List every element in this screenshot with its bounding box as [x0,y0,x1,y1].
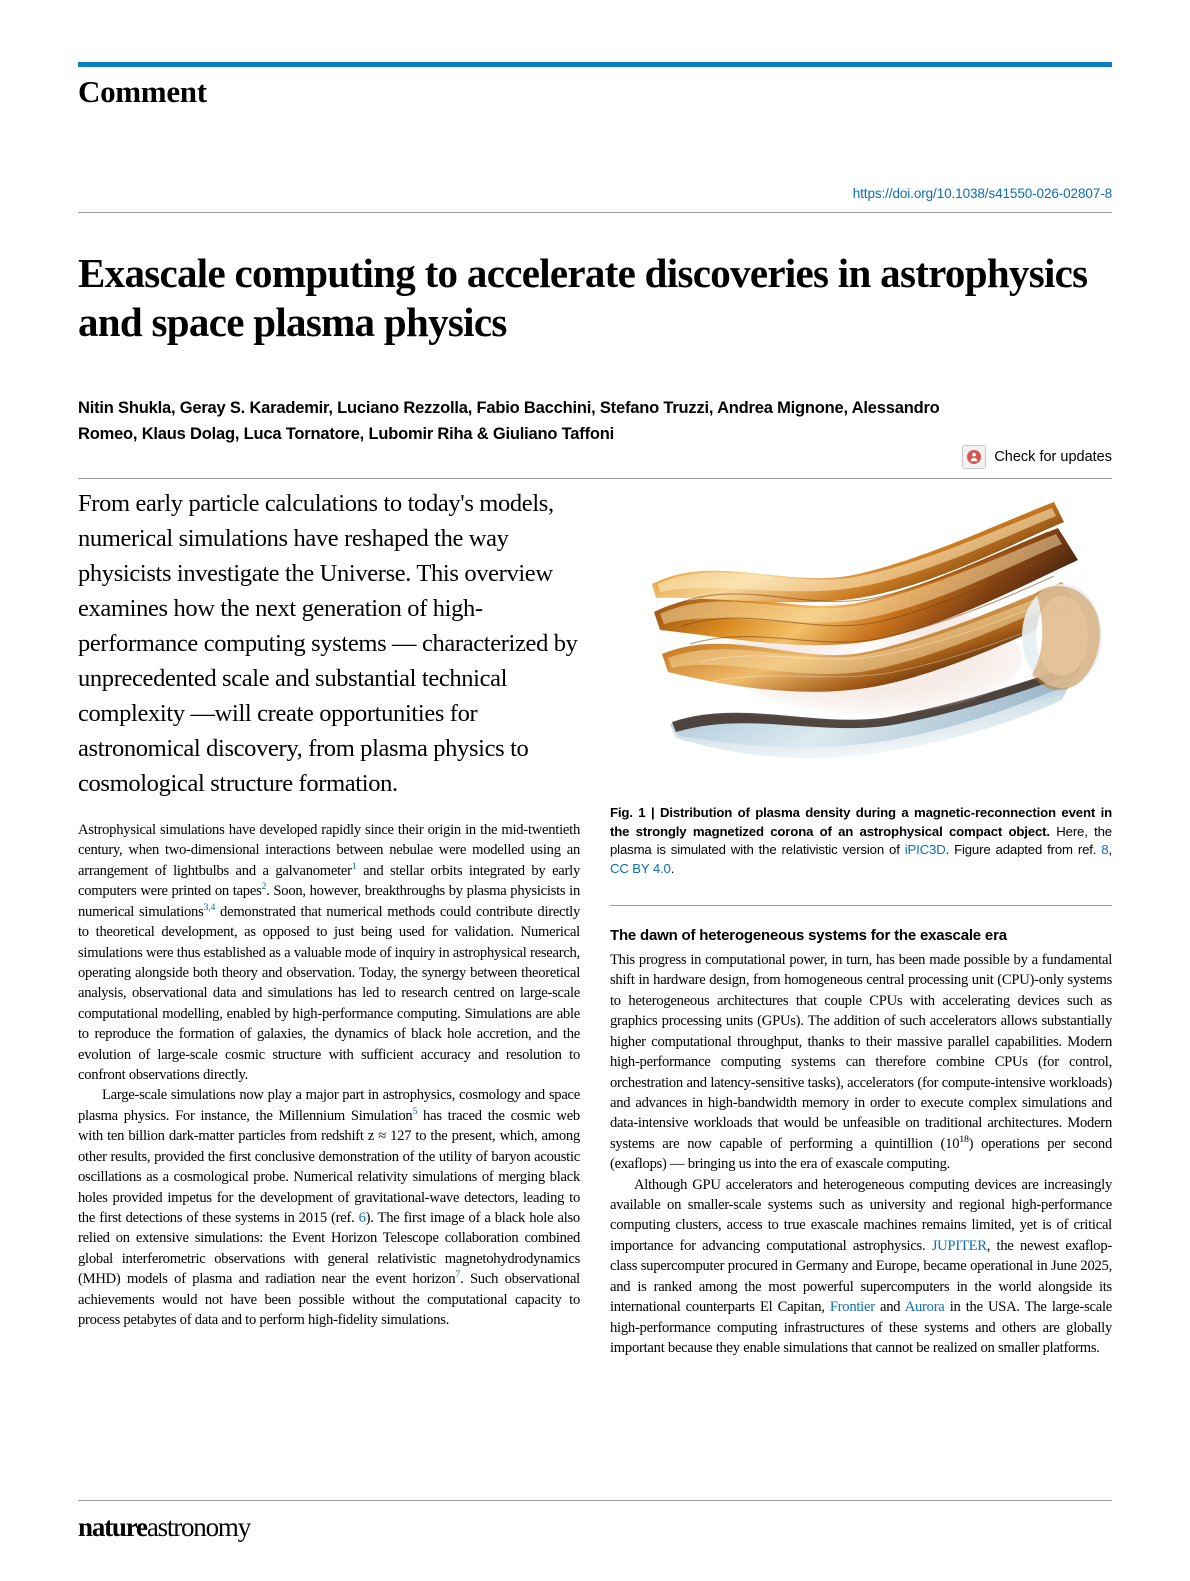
doi-link[interactable]: https://doi.org/10.1038/s41550-026-02807-8 [852,186,1112,201]
p1-text-b: and stellar orbits integrated by early computers were printed on tapes [78,862,580,900]
page-title: Exascale computing to accelerate discoveries in astrophysics and space plasma physics [78,250,1088,345]
jupiter-link[interactable]: JUPITER [931,1237,987,1254]
body-column-left [78,820,580,1331]
top-accent-rule [78,62,1112,67]
p2-text-a: Large-scale simulations now play a major part in astrophysics, cosmology and space plasma physics. For instance, the Millennium Simulation [78,1087,580,1124]
ipic3d-link[interactable]: iPIC3D [904,842,946,858]
figure-caption-comma: , [1108,842,1112,858]
p4-text-c: and [874,1299,905,1316]
p4-text-b: , the newest exaflop-class supercomputer procured in Germany and Europe, became operational in June 2025, and is ranked among the most powerful supercomputers in the world alongside its international counterparts El Capitan, [610,1237,1112,1316]
p1-text-a: Astrophysical simulations have developed rapidly since their origin in the mid-twentieth century, when two-dimensional interactions between nebulae were modelled using an arrangement of lightbulbs and a galvanometer [78,822,580,879]
check-for-updates[interactable] [962,445,1112,469]
frontier-link[interactable]: Frontier [829,1299,875,1316]
paragraph-2 [78,1085,580,1330]
brand-astronomy: astronomy [146,1512,250,1542]
paragraph-3 [610,950,1112,1175]
figure-1-caption [610,804,1112,879]
ref-6[interactable]: 6 [358,1210,366,1227]
figure-caption-end: . [670,861,675,877]
brand-nature: nature [78,1512,147,1542]
figure-1 [610,486,1112,879]
crossmark-icon [962,445,986,469]
divider-under-authors [78,478,1112,479]
ref-5[interactable]: 5 [412,1106,418,1118]
section-subheading: The dawn of heterogeneous systems for the exascale era [610,927,1007,944]
p3-text-cont: ) operations per second (exaflops) — bringing us into the era of exascale computing. [610,1135,1112,1173]
cc-by-link[interactable]: CC BY 4.0 [610,861,671,877]
paragraph-4 [610,1175,1112,1359]
journal-brand [78,1512,250,1543]
ref-2[interactable]: 2 [261,881,267,893]
p2-text-d: . Such observational achievements would not have been possible without the computational capacity to process petabytes of data and to perform high-fidelity simulations. [78,1271,580,1329]
p4-text-a: Although GPU accelerators and heterogeneous computing devices are increasingly available on smaller-scale systems such as university and regional high-performance computing clusters, access to true exascale machines remains limited, yet is of critical importance for advancing computational astrophysics. [610,1176,1112,1254]
p2-text-b: has traced the cosmic web with ten billion dark-matter particles from redshift z ≈ 127 to the present, which, among other results, provided the first conclusive demonstration of the utility of baryon acoustic oscillations as a cosmological probe. Numerical relativity simulations of merging black holes provided impetus for the development of gravitational-wave detectors, leading to the first detections of these systems in 2015 (ref. [78,1107,580,1227]
ref-3-4[interactable]: 3,4 [203,901,216,913]
author-list: Nitin Shukla, Geray S. Karademir, Luciano Rezzolla, Fabio Bacchini, Stefano Truzzi, Andrea Mignone, Alessandro Romeo, Klaus Dolag, Luca Tornatore, Lubomir Riha & Giuliano Taffoni [78,399,940,443]
paragraph-1 [78,820,580,1085]
divider-footer [78,1500,1112,1501]
figure-label: Fig. 1 | [610,805,660,820]
divider-under-figure [610,905,1112,906]
p1-text-c: . Soon, however, breakthroughs by plasma physicists in numerical simulations [78,883,581,920]
ref-1[interactable]: 1 [351,860,357,872]
check-for-updates-label: Check for updates [994,449,1112,465]
figure-caption-text-2: . Figure adapted from ref. [945,842,1102,858]
p2-text-c: ). The first image of a black hole also relied on extensive simulations: the Event Horizon Telescope collaboration combined global interferometric observations with general relativistic magnetohydrodynamics (MHD) models of plasma and radiation near the event horizon [78,1210,580,1288]
section-kicker: Comment [78,74,207,109]
divider-under-doi [78,212,1112,213]
standfirst: From early particle calculations to today's models, numerical simulations have reshaped the way physicists investigate the Universe. This overview examines how the next generation of high-performance computing systems — characterized by unprecedented scale and substantial technical complexity —will create opportunities for astronomical discovery, from plasma physics to cosmological structure formation. [78,490,578,798]
aurora-link[interactable]: Aurora [904,1299,945,1316]
p4-text-d: in the USA. The large-scale high-performance computing infrastructures of these systems and others are globally important because they enable simulations that cannot be realized on smaller platforms. [610,1299,1113,1357]
body-column-right [610,925,1112,1358]
figure-caption-bold: Distribution of plasma density during a magnetic-reconnection event in the strongly magnetized corona of an astrophysical compact object. [610,805,1112,839]
p3-text: This progress in computational power, in turn, has been made possible by a fundamental shift in hardware design, from homogeneous central processing unit (CPU)-only systems to heterogeneous architectures that couple CPUs with accelerating devices such as graphics processing units (GPUs). The addition of such accelerators allows substantially higher computational throughput, thanks to their massive parallel capabilities. Modern high-performance computing systems can therefore combine CPUs (for control, orchestration and latency-sensitive tasks), accelerators (for compute-intensive workloads) and advances in high-bandwidth memory in order to execute complex simulations and data-intensive workloads that would be unfeasible on traditional architectures. Modern systems are now capable of performing a quintillion (10 [610,952,1112,1152]
ref-8-link[interactable]: 8 [1101,842,1109,858]
plasma-density-visualization [610,486,1112,788]
figure-caption-text-1: Here, the plasma is simulated with the relativistic version of [610,823,1112,858]
exponent-18: 18 [959,1133,969,1145]
ref-7[interactable]: 7 [455,1269,461,1281]
figure-1-image [610,486,1112,788]
p1-text-d: demonstrated that numerical methods could contribute directly to theoretical development, as opposed to just being used for validation. Numerical simulations were thus established as a valuable mode of inquiry in astrophysical research, operating alongside both theory and observation. Today, the synergy between theoretical analysis, observational data and simulations has led to research centred on large-scale computational modelling, enabled by high-performance computing. Simulations are able to reproduce the formation of galaxies, the dynamics of black hole accretion, and the evolution of large-scale cosmic structure with sufficient accuracy and resolution to confront observations directly. [78,903,580,1084]
